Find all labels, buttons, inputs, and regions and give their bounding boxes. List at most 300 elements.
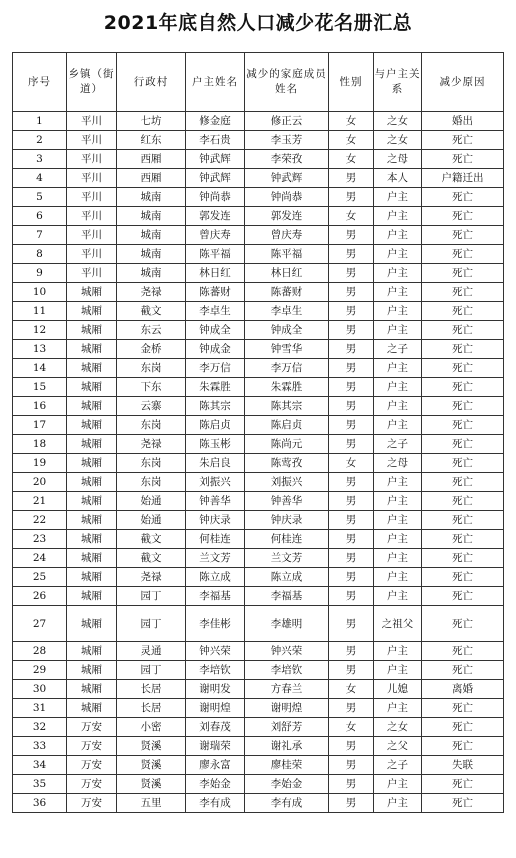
cell-town: 城厢 (67, 416, 117, 435)
table-row (13, 207, 504, 226)
cell-reason: 死亡 (422, 150, 504, 169)
cell-relation: 之女 (374, 112, 422, 131)
cell-no: 32 (13, 718, 67, 737)
cell-no: 13 (13, 340, 67, 359)
cell-town: 城厢 (67, 473, 117, 492)
cell-no: 14 (13, 359, 67, 378)
cell-reason: 婚出 (422, 112, 504, 131)
cell-town: 城厢 (67, 511, 117, 530)
cell-member: 李雄明 (245, 606, 329, 642)
cell-household-head: 李卓生 (186, 302, 245, 321)
cell-member: 修正云 (245, 112, 329, 131)
cell-relation: 户主 (374, 794, 422, 813)
cell-household-head: 朱启良 (186, 454, 245, 473)
cell-household-head: 钟兴荣 (186, 642, 245, 661)
cell-member: 刘舒芳 (245, 718, 329, 737)
cell-member: 陈立成 (245, 568, 329, 587)
cell-no: 26 (13, 587, 67, 606)
cell-member: 陈平福 (245, 245, 329, 264)
cell-relation: 之父 (374, 737, 422, 756)
cell-town: 城厢 (67, 549, 117, 568)
cell-member: 刘振兴 (245, 473, 329, 492)
table-row (13, 321, 504, 340)
cell-household-head: 钟武辉 (186, 169, 245, 188)
cell-village: 尧禄 (117, 435, 186, 454)
table-row (13, 454, 504, 473)
table-row (13, 568, 504, 587)
cell-reason: 死亡 (422, 378, 504, 397)
cell-town: 城厢 (67, 435, 117, 454)
cell-reason: 死亡 (422, 511, 504, 530)
cell-relation: 户主 (374, 359, 422, 378)
cell-no: 1 (13, 112, 67, 131)
cell-reason: 死亡 (422, 207, 504, 226)
table-row (13, 264, 504, 283)
cell-reason: 死亡 (422, 226, 504, 245)
cell-household-head: 李培钦 (186, 661, 245, 680)
header-member: 减少的家庭成员姓名 (245, 53, 329, 112)
cell-village: 红东 (117, 131, 186, 150)
table-row (13, 794, 504, 813)
cell-member: 廖桂荣 (245, 756, 329, 775)
cell-no: 4 (13, 169, 67, 188)
cell-town: 平川 (67, 245, 117, 264)
cell-relation: 儿媳 (374, 680, 422, 699)
cell-village: 长居 (117, 680, 186, 699)
cell-relation: 之母 (374, 454, 422, 473)
cell-village: 灵通 (117, 642, 186, 661)
cell-town: 平川 (67, 226, 117, 245)
table-row (13, 492, 504, 511)
header-village: 行政村 (117, 53, 186, 112)
table-row (13, 150, 504, 169)
cell-no: 22 (13, 511, 67, 530)
cell-gender: 男 (329, 226, 374, 245)
cell-relation: 户主 (374, 661, 422, 680)
cell-gender: 男 (329, 321, 374, 340)
cell-household-head: 李石贵 (186, 131, 245, 150)
cell-gender: 男 (329, 264, 374, 283)
cell-village: 西厢 (117, 169, 186, 188)
cell-household-head: 廖永富 (186, 756, 245, 775)
cell-village: 截文 (117, 530, 186, 549)
cell-village: 贤溪 (117, 756, 186, 775)
cell-reason: 死亡 (422, 530, 504, 549)
cell-household-head: 钟成金 (186, 340, 245, 359)
cell-village: 尧禄 (117, 283, 186, 302)
cell-household-head: 谢明发 (186, 680, 245, 699)
cell-town: 平川 (67, 150, 117, 169)
cell-household-head: 兰文芳 (186, 549, 245, 568)
roster-body (13, 112, 504, 813)
cell-gender: 男 (329, 359, 374, 378)
cell-member: 曾庆寿 (245, 226, 329, 245)
table-row (13, 511, 504, 530)
cell-gender: 女 (329, 112, 374, 131)
cell-reason: 死亡 (422, 416, 504, 435)
cell-household-head: 李有成 (186, 794, 245, 813)
cell-town: 城厢 (67, 454, 117, 473)
cell-town: 城厢 (67, 359, 117, 378)
cell-no: 23 (13, 530, 67, 549)
cell-member: 陈启贞 (245, 416, 329, 435)
cell-gender: 男 (329, 169, 374, 188)
cell-relation: 本人 (374, 169, 422, 188)
cell-member: 李荣孜 (245, 150, 329, 169)
cell-relation: 户主 (374, 302, 422, 321)
cell-reason: 死亡 (422, 359, 504, 378)
cell-no: 36 (13, 794, 67, 813)
cell-town: 城厢 (67, 642, 117, 661)
cell-member: 谢明煌 (245, 699, 329, 718)
header-household-head: 户主姓名 (186, 53, 245, 112)
cell-village: 园丁 (117, 661, 186, 680)
cell-no: 3 (13, 150, 67, 169)
cell-relation: 户主 (374, 397, 422, 416)
cell-no: 19 (13, 454, 67, 473)
cell-household-head: 陈立成 (186, 568, 245, 587)
cell-no: 5 (13, 188, 67, 207)
table-row (13, 756, 504, 775)
cell-village: 城南 (117, 264, 186, 283)
cell-no: 34 (13, 756, 67, 775)
cell-gender: 男 (329, 568, 374, 587)
table-row (13, 302, 504, 321)
table-row (13, 775, 504, 794)
table-row (13, 340, 504, 359)
cell-no: 15 (13, 378, 67, 397)
cell-household-head: 李万信 (186, 359, 245, 378)
cell-relation: 户主 (374, 416, 422, 435)
cell-member: 钟善华 (245, 492, 329, 511)
cell-town: 城厢 (67, 302, 117, 321)
cell-reason: 死亡 (422, 642, 504, 661)
cell-no: 18 (13, 435, 67, 454)
cell-gender: 男 (329, 642, 374, 661)
cell-no: 30 (13, 680, 67, 699)
cell-gender: 男 (329, 340, 374, 359)
cell-relation: 之母 (374, 150, 422, 169)
cell-household-head: 钟尚恭 (186, 188, 245, 207)
header-reason: 减少原因 (422, 53, 504, 112)
cell-village: 始通 (117, 492, 186, 511)
cell-relation: 之子 (374, 756, 422, 775)
cell-gender: 男 (329, 661, 374, 680)
cell-village: 园丁 (117, 587, 186, 606)
cell-household-head: 陈启贞 (186, 416, 245, 435)
cell-town: 平川 (67, 112, 117, 131)
cell-relation: 户主 (374, 378, 422, 397)
cell-member: 陈莺孜 (245, 454, 329, 473)
cell-town: 平川 (67, 169, 117, 188)
cell-town: 城厢 (67, 378, 117, 397)
cell-village: 东岗 (117, 473, 186, 492)
table-row (13, 549, 504, 568)
cell-village: 长居 (117, 699, 186, 718)
cell-village: 贤溪 (117, 737, 186, 756)
table-row (13, 642, 504, 661)
cell-member: 何桂连 (245, 530, 329, 549)
header-row (13, 53, 504, 112)
table-row (13, 359, 504, 378)
cell-member: 李培钦 (245, 661, 329, 680)
cell-household-head: 李福基 (186, 587, 245, 606)
cell-village: 云寨 (117, 397, 186, 416)
table-row (13, 737, 504, 756)
cell-household-head: 陈平福 (186, 245, 245, 264)
cell-reason: 死亡 (422, 473, 504, 492)
cell-relation: 之子 (374, 435, 422, 454)
cell-gender: 男 (329, 397, 374, 416)
cell-member: 李卓生 (245, 302, 329, 321)
cell-relation: 户主 (374, 245, 422, 264)
cell-village: 贤溪 (117, 775, 186, 794)
cell-town: 万安 (67, 775, 117, 794)
cell-reason: 死亡 (422, 737, 504, 756)
cell-household-head: 李佳彬 (186, 606, 245, 642)
cell-village: 下东 (117, 378, 186, 397)
cell-household-head: 钟善华 (186, 492, 245, 511)
cell-relation: 户主 (374, 642, 422, 661)
cell-relation: 户主 (374, 207, 422, 226)
cell-member: 钟成全 (245, 321, 329, 340)
cell-village: 东岗 (117, 454, 186, 473)
table-row (13, 587, 504, 606)
cell-town: 城厢 (67, 283, 117, 302)
cell-household-head: 曾庆寿 (186, 226, 245, 245)
cell-town: 城厢 (67, 587, 117, 606)
table-row (13, 188, 504, 207)
cell-town: 平川 (67, 188, 117, 207)
cell-gender: 女 (329, 150, 374, 169)
cell-household-head: 陈其宗 (186, 397, 245, 416)
cell-town: 城厢 (67, 321, 117, 340)
table-row (13, 226, 504, 245)
roster-table (12, 52, 504, 813)
cell-reason: 死亡 (422, 775, 504, 794)
cell-village: 七坊 (117, 112, 186, 131)
cell-village: 金桥 (117, 340, 186, 359)
cell-household-head: 林日红 (186, 264, 245, 283)
cell-member: 朱霖胜 (245, 378, 329, 397)
table-row (13, 378, 504, 397)
table-row (13, 606, 504, 642)
cell-town: 万安 (67, 718, 117, 737)
cell-member: 兰文芳 (245, 549, 329, 568)
cell-reason: 死亡 (422, 245, 504, 264)
cell-gender: 男 (329, 794, 374, 813)
cell-no: 6 (13, 207, 67, 226)
cell-village: 东云 (117, 321, 186, 340)
cell-relation: 之祖父 (374, 606, 422, 642)
cell-reason: 死亡 (422, 397, 504, 416)
cell-gender: 女 (329, 680, 374, 699)
cell-household-head: 朱霖胜 (186, 378, 245, 397)
cell-member: 陈蕃财 (245, 283, 329, 302)
cell-relation: 之女 (374, 131, 422, 150)
cell-gender: 男 (329, 283, 374, 302)
cell-gender: 男 (329, 378, 374, 397)
cell-member: 钟武辉 (245, 169, 329, 188)
cell-relation: 户主 (374, 511, 422, 530)
cell-relation: 户主 (374, 530, 422, 549)
cell-member: 钟尚恭 (245, 188, 329, 207)
cell-gender: 男 (329, 473, 374, 492)
cell-town: 平川 (67, 131, 117, 150)
cell-relation: 之女 (374, 718, 422, 737)
cell-reason: 死亡 (422, 606, 504, 642)
cell-village: 东岗 (117, 359, 186, 378)
cell-household-head: 谢瑞荣 (186, 737, 245, 756)
cell-no: 8 (13, 245, 67, 264)
cell-relation: 户主 (374, 549, 422, 568)
cell-village: 五里 (117, 794, 186, 813)
cell-no: 35 (13, 775, 67, 794)
cell-relation: 户主 (374, 492, 422, 511)
cell-no: 12 (13, 321, 67, 340)
cell-relation: 户主 (374, 473, 422, 492)
cell-town: 城厢 (67, 397, 117, 416)
cell-relation: 户主 (374, 699, 422, 718)
cell-gender: 男 (329, 549, 374, 568)
cell-member: 李始金 (245, 775, 329, 794)
cell-relation: 户主 (374, 188, 422, 207)
cell-reason: 死亡 (422, 188, 504, 207)
cell-no: 9 (13, 264, 67, 283)
cell-village: 截文 (117, 549, 186, 568)
cell-household-head: 何桂连 (186, 530, 245, 549)
cell-no: 11 (13, 302, 67, 321)
cell-gender: 男 (329, 245, 374, 264)
cell-no: 33 (13, 737, 67, 756)
cell-member: 陈尚元 (245, 435, 329, 454)
table-row (13, 169, 504, 188)
cell-town: 城厢 (67, 530, 117, 549)
cell-relation: 户主 (374, 587, 422, 606)
cell-reason: 失联 (422, 756, 504, 775)
cell-member: 李万信 (245, 359, 329, 378)
cell-gender: 女 (329, 454, 374, 473)
cell-no: 2 (13, 131, 67, 150)
cell-gender: 男 (329, 587, 374, 606)
cell-no: 17 (13, 416, 67, 435)
cell-reason: 死亡 (422, 283, 504, 302)
cell-reason: 死亡 (422, 264, 504, 283)
cell-no: 28 (13, 642, 67, 661)
cell-village: 园丁 (117, 606, 186, 642)
cell-reason: 户籍迁出 (422, 169, 504, 188)
cell-gender: 男 (329, 188, 374, 207)
cell-reason: 死亡 (422, 454, 504, 473)
cell-town: 平川 (67, 207, 117, 226)
cell-household-head: 陈玉彬 (186, 435, 245, 454)
cell-member: 李福基 (245, 587, 329, 606)
cell-member: 钟雪华 (245, 340, 329, 359)
cell-household-head: 李始金 (186, 775, 245, 794)
cell-no: 25 (13, 568, 67, 587)
page-title: 2021年底自然人口减少花名册汇总 (103, 12, 413, 34)
table-row (13, 435, 504, 454)
table-row (13, 680, 504, 699)
cell-gender: 男 (329, 530, 374, 549)
cell-town: 万安 (67, 756, 117, 775)
header-no: 序号 (13, 53, 67, 112)
table-row (13, 283, 504, 302)
cell-town: 城厢 (67, 606, 117, 642)
cell-village: 小密 (117, 718, 186, 737)
cell-gender: 男 (329, 416, 374, 435)
table-row (13, 416, 504, 435)
cell-relation: 户主 (374, 264, 422, 283)
cell-reason: 死亡 (422, 794, 504, 813)
cell-town: 城厢 (67, 680, 117, 699)
cell-reason: 死亡 (422, 435, 504, 454)
cell-no: 20 (13, 473, 67, 492)
cell-relation: 户主 (374, 226, 422, 245)
cell-reason: 死亡 (422, 340, 504, 359)
cell-member: 李有成 (245, 794, 329, 813)
cell-household-head: 修金庭 (186, 112, 245, 131)
cell-no: 29 (13, 661, 67, 680)
cell-no: 7 (13, 226, 67, 245)
cell-member: 林日红 (245, 264, 329, 283)
cell-town: 平川 (67, 264, 117, 283)
cell-gender: 男 (329, 492, 374, 511)
cell-no: 27 (13, 606, 67, 642)
cell-gender: 男 (329, 775, 374, 794)
cell-reason: 死亡 (422, 661, 504, 680)
cell-village: 城南 (117, 188, 186, 207)
cell-reason: 死亡 (422, 131, 504, 150)
cell-reason: 死亡 (422, 549, 504, 568)
cell-town: 城厢 (67, 340, 117, 359)
table-row (13, 473, 504, 492)
table-row (13, 245, 504, 264)
cell-household-head: 谢明煌 (186, 699, 245, 718)
cell-village: 城南 (117, 207, 186, 226)
cell-reason: 死亡 (422, 699, 504, 718)
cell-member: 钟庆录 (245, 511, 329, 530)
cell-household-head: 钟武辉 (186, 150, 245, 169)
cell-gender: 女 (329, 207, 374, 226)
cell-village: 城南 (117, 226, 186, 245)
cell-gender: 男 (329, 737, 374, 756)
cell-household-head: 刘春茂 (186, 718, 245, 737)
cell-household-head: 陈蕃财 (186, 283, 245, 302)
cell-gender: 女 (329, 718, 374, 737)
cell-relation: 之子 (374, 340, 422, 359)
cell-member: 郭发连 (245, 207, 329, 226)
cell-gender: 男 (329, 302, 374, 321)
cell-reason: 死亡 (422, 718, 504, 737)
cell-gender: 女 (329, 131, 374, 150)
cell-village: 城南 (117, 245, 186, 264)
cell-household-head: 刘振兴 (186, 473, 245, 492)
cell-town: 城厢 (67, 661, 117, 680)
table-row (13, 661, 504, 680)
cell-village: 东岗 (117, 416, 186, 435)
table-row (13, 131, 504, 150)
header-town: 乡镇（街道） (67, 53, 117, 112)
cell-member: 陈其宗 (245, 397, 329, 416)
cell-member: 方春兰 (245, 680, 329, 699)
table-row (13, 397, 504, 416)
table-row (13, 718, 504, 737)
cell-member: 谢礼承 (245, 737, 329, 756)
cell-gender: 男 (329, 756, 374, 775)
cell-no: 21 (13, 492, 67, 511)
cell-member: 李玉芳 (245, 131, 329, 150)
